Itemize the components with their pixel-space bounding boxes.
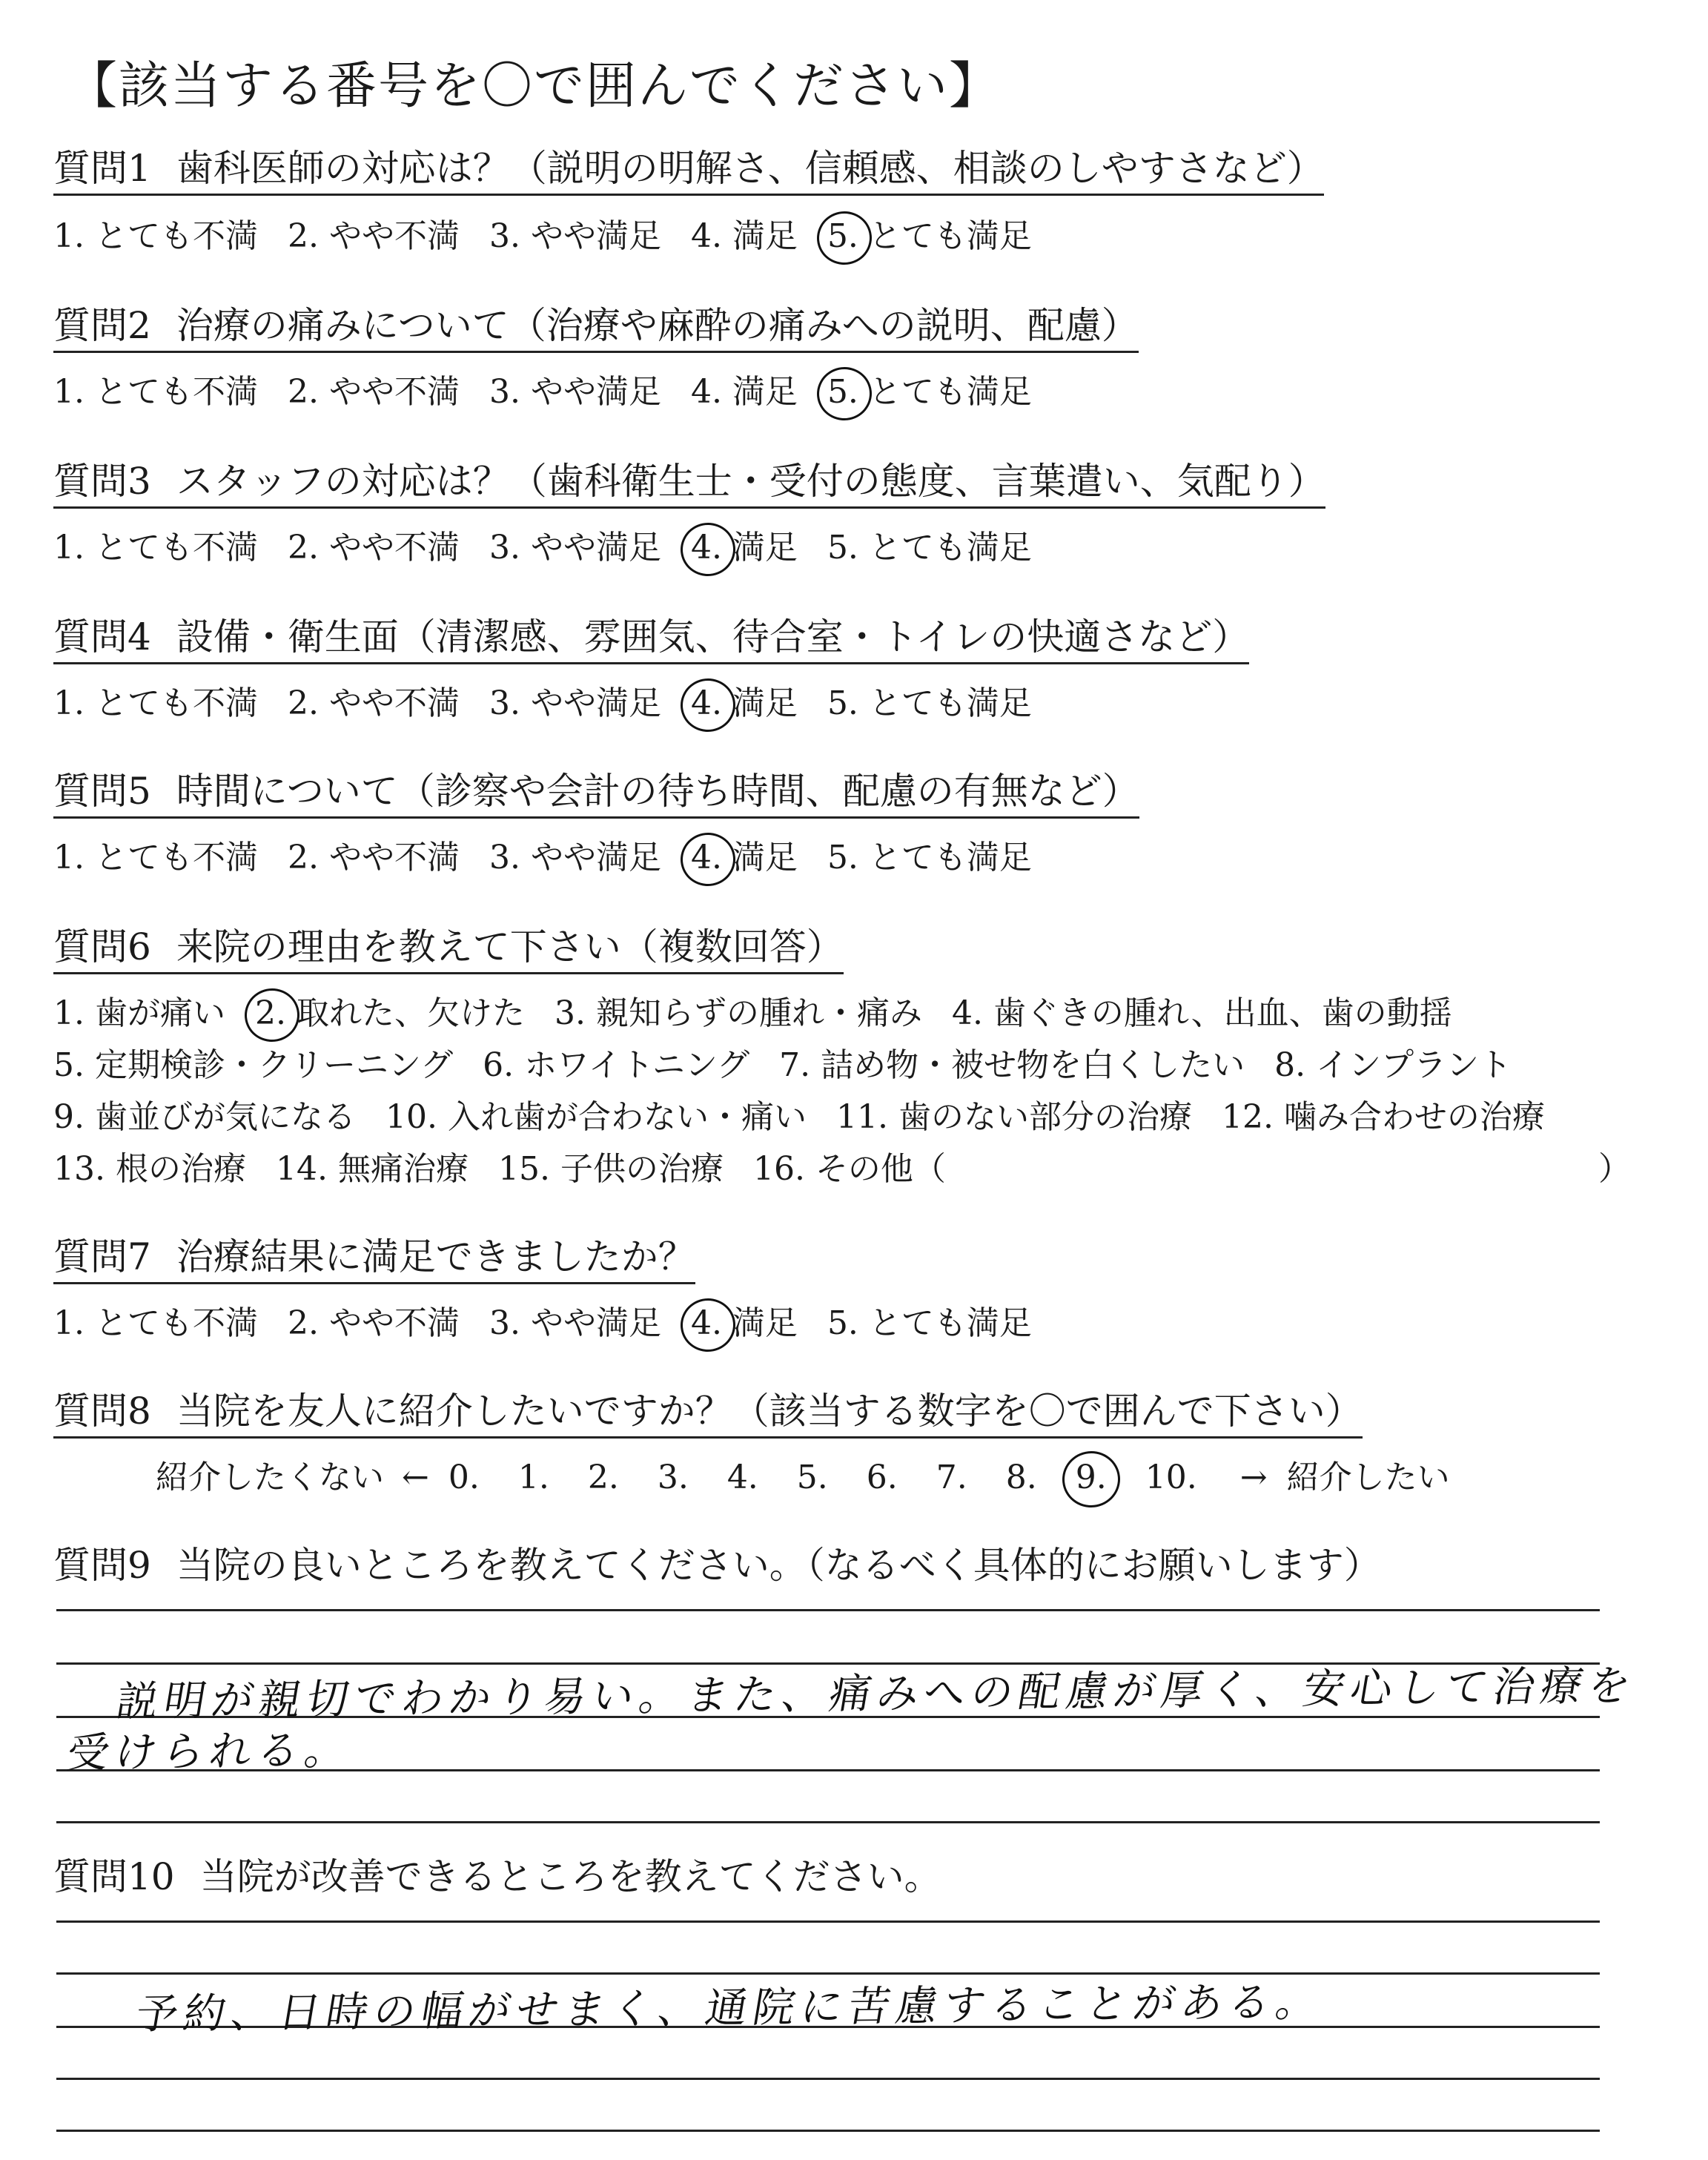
question-number: 質問9 <box>53 1544 151 1587</box>
rating-option-4[interactable] <box>691 521 798 568</box>
option-number: 4. <box>690 1304 722 1342</box>
option-label: 根の治療 <box>115 1150 246 1188</box>
option-label: とても満足 <box>868 684 1032 722</box>
rating-option-5[interactable] <box>827 365 1032 412</box>
rating-option-1[interactable] <box>53 1296 258 1344</box>
option-number: 3. <box>489 373 520 411</box>
rating-option-3[interactable] <box>489 521 661 568</box>
option-number: 3. <box>489 1304 520 1342</box>
question-6-options-row-4 <box>53 1142 976 1189</box>
option-label: 詰め物・被せ物を白くしたい <box>821 1046 1245 1084</box>
rating-option-4[interactable] <box>691 1296 798 1344</box>
option-label: やや不満 <box>328 1304 460 1342</box>
question-text: 当院が改善できるところを教えてください。 <box>199 1855 941 1898</box>
question-8-heading <box>53 1391 1363 1439</box>
option-label: やや不満 <box>328 684 460 722</box>
question-6-heading <box>53 927 844 974</box>
option-number: 5. <box>827 839 858 876</box>
reason-option-13[interactable] <box>53 1142 246 1189</box>
scale-value-10[interactable]: 10. <box>1145 1459 1197 1496</box>
rating-option-2[interactable] <box>288 676 460 724</box>
question-3-heading <box>53 461 1325 509</box>
option-label: 無痛治療 <box>337 1150 469 1188</box>
question-4-options <box>53 676 1062 724</box>
option-number: 3. <box>489 839 520 876</box>
rating-option-2[interactable] <box>288 365 460 412</box>
option-label: 満足 <box>732 684 798 722</box>
reason-option-15[interactable] <box>498 1142 724 1189</box>
question-text: スタッフの対応は？（歯科衛生士・受付の態度、言葉遣い、気配り） <box>176 460 1325 503</box>
option-number: 1. <box>53 217 85 255</box>
option-label: とても満足 <box>868 1304 1032 1342</box>
handwritten-answer-line: 予約、日時の幅がせまく、通院に苦慮することがある。 <box>132 1978 1328 2039</box>
answer-rule <box>56 1821 1600 1823</box>
option-number: 11. <box>835 1098 888 1136</box>
question-text: 治療の痛みについて（治療や麻酔の痛みへの説明、配慮） <box>176 304 1139 347</box>
question-text: 時間について（診察や会計の待ち時間、配慮の有無など） <box>176 770 1139 813</box>
reason-option-10[interactable] <box>385 1090 807 1137</box>
answer-rule <box>56 2078 1600 2080</box>
option-number: 7. <box>779 1046 811 1084</box>
option-number: 2. <box>287 217 319 255</box>
option-label: やや満足 <box>530 373 661 411</box>
option-number: 1. <box>53 529 85 567</box>
option-number: 13. <box>53 1150 105 1188</box>
option-label: 親知らずの腫れ・痛み <box>595 994 922 1032</box>
option-number: 4. <box>690 684 722 722</box>
option-label: とても不満 <box>94 373 258 411</box>
handwritten-answer-line: 説明が親切でわかり易い。また、痛みへの配慮が厚く、安心して治療を <box>113 1662 1641 1726</box>
option-label: やや満足 <box>530 217 661 255</box>
reason-option-3[interactable] <box>555 986 922 1034</box>
reason-option-7[interactable] <box>779 1038 1245 1086</box>
rating-option-3[interactable] <box>489 1296 661 1344</box>
rating-option-5[interactable] <box>827 209 1032 257</box>
option-number: 4. <box>690 373 722 411</box>
question-text: 設備・衛生面（清潔感、雰囲気、待合室・トイレの快適さなど） <box>176 615 1250 658</box>
rating-option-4[interactable] <box>691 365 798 412</box>
option-label: 満足 <box>732 1304 798 1342</box>
reason-option-9[interactable] <box>53 1090 356 1137</box>
option-number: 3. <box>489 684 520 722</box>
reason-option-4[interactable] <box>952 986 1452 1034</box>
option-number: 1. <box>53 684 85 722</box>
option-number: 5. <box>53 1046 85 1084</box>
option-label: とても不満 <box>94 217 258 255</box>
scale-value-3[interactable]: 3. <box>657 1459 689 1496</box>
reason-option-11[interactable] <box>836 1090 1192 1137</box>
option-label: インプラント <box>1316 1046 1512 1084</box>
question-text: 当院の良いところを教えてください。（なるべく具体的にお願いします） <box>176 1544 1381 1587</box>
option-label: その他（ <box>815 1150 946 1188</box>
question-text: 当院を友人に紹介したいですか？（該当する数字を〇で囲んで下さい） <box>176 1390 1363 1433</box>
option-label: やや満足 <box>530 684 661 722</box>
handwritten-answer-line: 受けられる。 <box>63 1725 357 1778</box>
question-5-heading <box>53 771 1139 819</box>
rating-option-1[interactable] <box>53 209 258 257</box>
question-4-heading <box>53 617 1249 664</box>
option-number: 3. <box>554 994 586 1032</box>
question-2-heading <box>53 305 1139 353</box>
rating-option-5[interactable] <box>827 676 1032 724</box>
option-number: 2. <box>287 684 319 722</box>
rating-option-1[interactable] <box>53 830 258 878</box>
scale-value-5[interactable]: 5. <box>796 1459 828 1496</box>
rating-option-4[interactable] <box>691 830 798 878</box>
option-label: やや不満 <box>328 529 460 567</box>
option-label: とても不満 <box>94 839 258 876</box>
option-number: 15. <box>497 1150 550 1188</box>
reason-option-16[interactable] <box>753 1142 946 1189</box>
reason-option-14[interactable] <box>276 1142 469 1189</box>
option-number: 5. <box>827 373 858 411</box>
option-number: 3. <box>489 217 520 255</box>
option-label: 噛み合わせの治療 <box>1283 1098 1545 1136</box>
question-number: 質問7 <box>53 1235 151 1278</box>
option-label: 満足 <box>732 373 798 411</box>
reason-option-1[interactable] <box>53 986 225 1034</box>
option-label: やや満足 <box>530 839 661 876</box>
option-number: 1. <box>53 1304 85 1342</box>
option-label: 子供の治療 <box>560 1150 724 1188</box>
scale-value-4[interactable]: 4. <box>726 1459 758 1496</box>
question-number: 質問8 <box>53 1390 151 1433</box>
reason-option-8[interactable] <box>1274 1038 1512 1086</box>
option-label: やや不満 <box>328 217 460 255</box>
option-label: 歯ぐきの腫れ、出血、歯の動揺 <box>993 994 1452 1032</box>
question-9-heading <box>53 1545 1381 1591</box>
rating-option-2[interactable] <box>288 209 460 257</box>
option-label: とても満足 <box>868 373 1032 411</box>
option-number: 14. <box>275 1150 328 1188</box>
scale-left-label: 紹介したくない <box>156 1459 384 1496</box>
option-number: 1. <box>53 373 85 411</box>
scale-value-6[interactable]: 6. <box>866 1459 898 1496</box>
option-label: とても満足 <box>868 529 1032 567</box>
option-label: 満足 <box>732 839 798 876</box>
question-text: 歯科医師の対応は？（説明の明解さ、信頼感、相談のしやすさなど） <box>176 147 1324 190</box>
answer-rule <box>56 1609 1600 1611</box>
question-1-options <box>53 209 1062 257</box>
reason-option-5[interactable] <box>53 1038 453 1086</box>
option-number: 2. <box>287 373 319 411</box>
question-2-options <box>53 365 1062 412</box>
reason-option-12[interactable] <box>1222 1090 1545 1137</box>
question-6-options-row-3 <box>53 1090 1575 1137</box>
option-number: 5. <box>827 1304 858 1342</box>
rating-option-3[interactable] <box>489 365 661 412</box>
option-label: 歯が痛い <box>94 994 225 1032</box>
rating-option-1[interactable] <box>53 676 258 724</box>
rating-option-2[interactable] <box>288 1296 460 1344</box>
option-number: 8. <box>1274 1046 1306 1084</box>
option-number: 10. <box>385 1098 437 1136</box>
option-number: 16. <box>752 1150 805 1188</box>
rating-option-1[interactable] <box>53 365 258 412</box>
option-label: とても満足 <box>868 839 1032 876</box>
referral-scale <box>156 1450 1463 1498</box>
option-number: 2. <box>287 839 319 876</box>
question-number: 質問10 <box>53 1855 175 1898</box>
option-label: ホワイトニング <box>524 1046 750 1084</box>
scale-right-label: 紹介したい <box>1286 1459 1450 1496</box>
question-text: 治療結果に満足できましたか？ <box>176 1235 695 1278</box>
rating-option-3[interactable] <box>489 830 661 878</box>
reason-option-2[interactable] <box>255 986 525 1034</box>
question-6-options-row-2 <box>53 1038 1541 1086</box>
rating-option-2[interactable] <box>288 521 460 568</box>
option-label: 満足 <box>732 217 798 255</box>
option-label: やや不満 <box>328 373 460 411</box>
option-number: 5. <box>827 684 858 722</box>
option-number: 12. <box>1221 1098 1274 1136</box>
option-number: 5. <box>827 529 858 567</box>
question-10-heading <box>53 1857 941 1902</box>
rating-option-1[interactable] <box>53 521 258 568</box>
question-3-options <box>53 521 1062 568</box>
option-number: 2. <box>287 1304 319 1342</box>
option-label: やや満足 <box>530 529 661 567</box>
option-number: 4. <box>690 217 722 255</box>
option-number: 9. <box>53 1098 85 1136</box>
option-label: とても不満 <box>94 1304 258 1342</box>
question-1-heading <box>53 148 1324 196</box>
question-number: 質問5 <box>53 770 151 813</box>
rating-option-3[interactable] <box>489 676 661 724</box>
option-number: 2. <box>287 529 319 567</box>
option-label: とても不満 <box>94 684 258 722</box>
option-number: 4. <box>951 994 983 1032</box>
option-number: 6. <box>483 1046 514 1084</box>
option-label: 定期検診・クリーニング <box>94 1046 454 1084</box>
option-label: とても満足 <box>868 217 1032 255</box>
scale-values <box>448 1459 1236 1496</box>
question-number: 質問3 <box>53 460 151 503</box>
left-arrow-icon: ← <box>402 1459 429 1496</box>
option-label: やや満足 <box>530 1304 661 1342</box>
option-label: 取れた、欠けた <box>296 994 525 1032</box>
answer-rule <box>56 2130 1600 2132</box>
rating-option-4[interactable] <box>691 209 798 257</box>
question-text: 来院の理由を教えて下さい（複数回答） <box>176 925 844 968</box>
scale-value-0[interactable]: 0. <box>448 1459 480 1496</box>
reason-option-6[interactable] <box>483 1038 749 1086</box>
option-label: 歯のない部分の治療 <box>898 1098 1192 1136</box>
scale-value-8[interactable]: 8. <box>1005 1459 1037 1496</box>
option-label: 満足 <box>732 529 798 567</box>
option-number: 4. <box>690 839 722 876</box>
instruction-heading: 【該当する番号を〇で囲んでください】 <box>67 57 1002 116</box>
option-label: とても不満 <box>94 529 258 567</box>
question-6-options-row-1 <box>53 986 1482 1034</box>
question-5-options <box>53 830 1062 878</box>
question-number: 質問6 <box>53 925 151 968</box>
rating-option-5[interactable] <box>827 830 1032 878</box>
option-label: 入れ歯が合わない・痛い <box>447 1098 807 1136</box>
other-paren-close: ） <box>1598 1150 1631 1188</box>
scale-value-1[interactable]: 1. <box>517 1459 549 1496</box>
question-number: 質問2 <box>53 304 151 347</box>
option-number: 1. <box>53 839 85 876</box>
option-number: 5. <box>827 217 858 255</box>
scale-value-2[interactable]: 2. <box>587 1459 619 1496</box>
rating-option-4[interactable] <box>691 676 798 724</box>
question-number: 質問1 <box>53 147 151 190</box>
scale-value-9[interactable]: 9. <box>1075 1459 1107 1496</box>
option-label: やや不満 <box>328 839 460 876</box>
question-7-heading <box>53 1237 695 1284</box>
option-number: 4. <box>690 529 722 567</box>
right-arrow-icon: → <box>1239 1459 1268 1496</box>
option-number: 2. <box>254 994 286 1032</box>
answer-rule <box>56 1920 1600 1923</box>
rating-option-2[interactable] <box>288 830 460 878</box>
option-number: 3. <box>489 529 520 567</box>
rating-option-3[interactable] <box>489 209 661 257</box>
scale-value-7[interactable]: 7. <box>936 1459 967 1496</box>
question-7-options <box>53 1296 1062 1344</box>
rating-option-5[interactable] <box>827 521 1032 568</box>
option-label: 歯並びが気になる <box>94 1098 356 1136</box>
question-number: 質問4 <box>53 615 151 658</box>
option-number: 1. <box>53 994 85 1032</box>
rating-option-5[interactable] <box>827 1296 1032 1344</box>
